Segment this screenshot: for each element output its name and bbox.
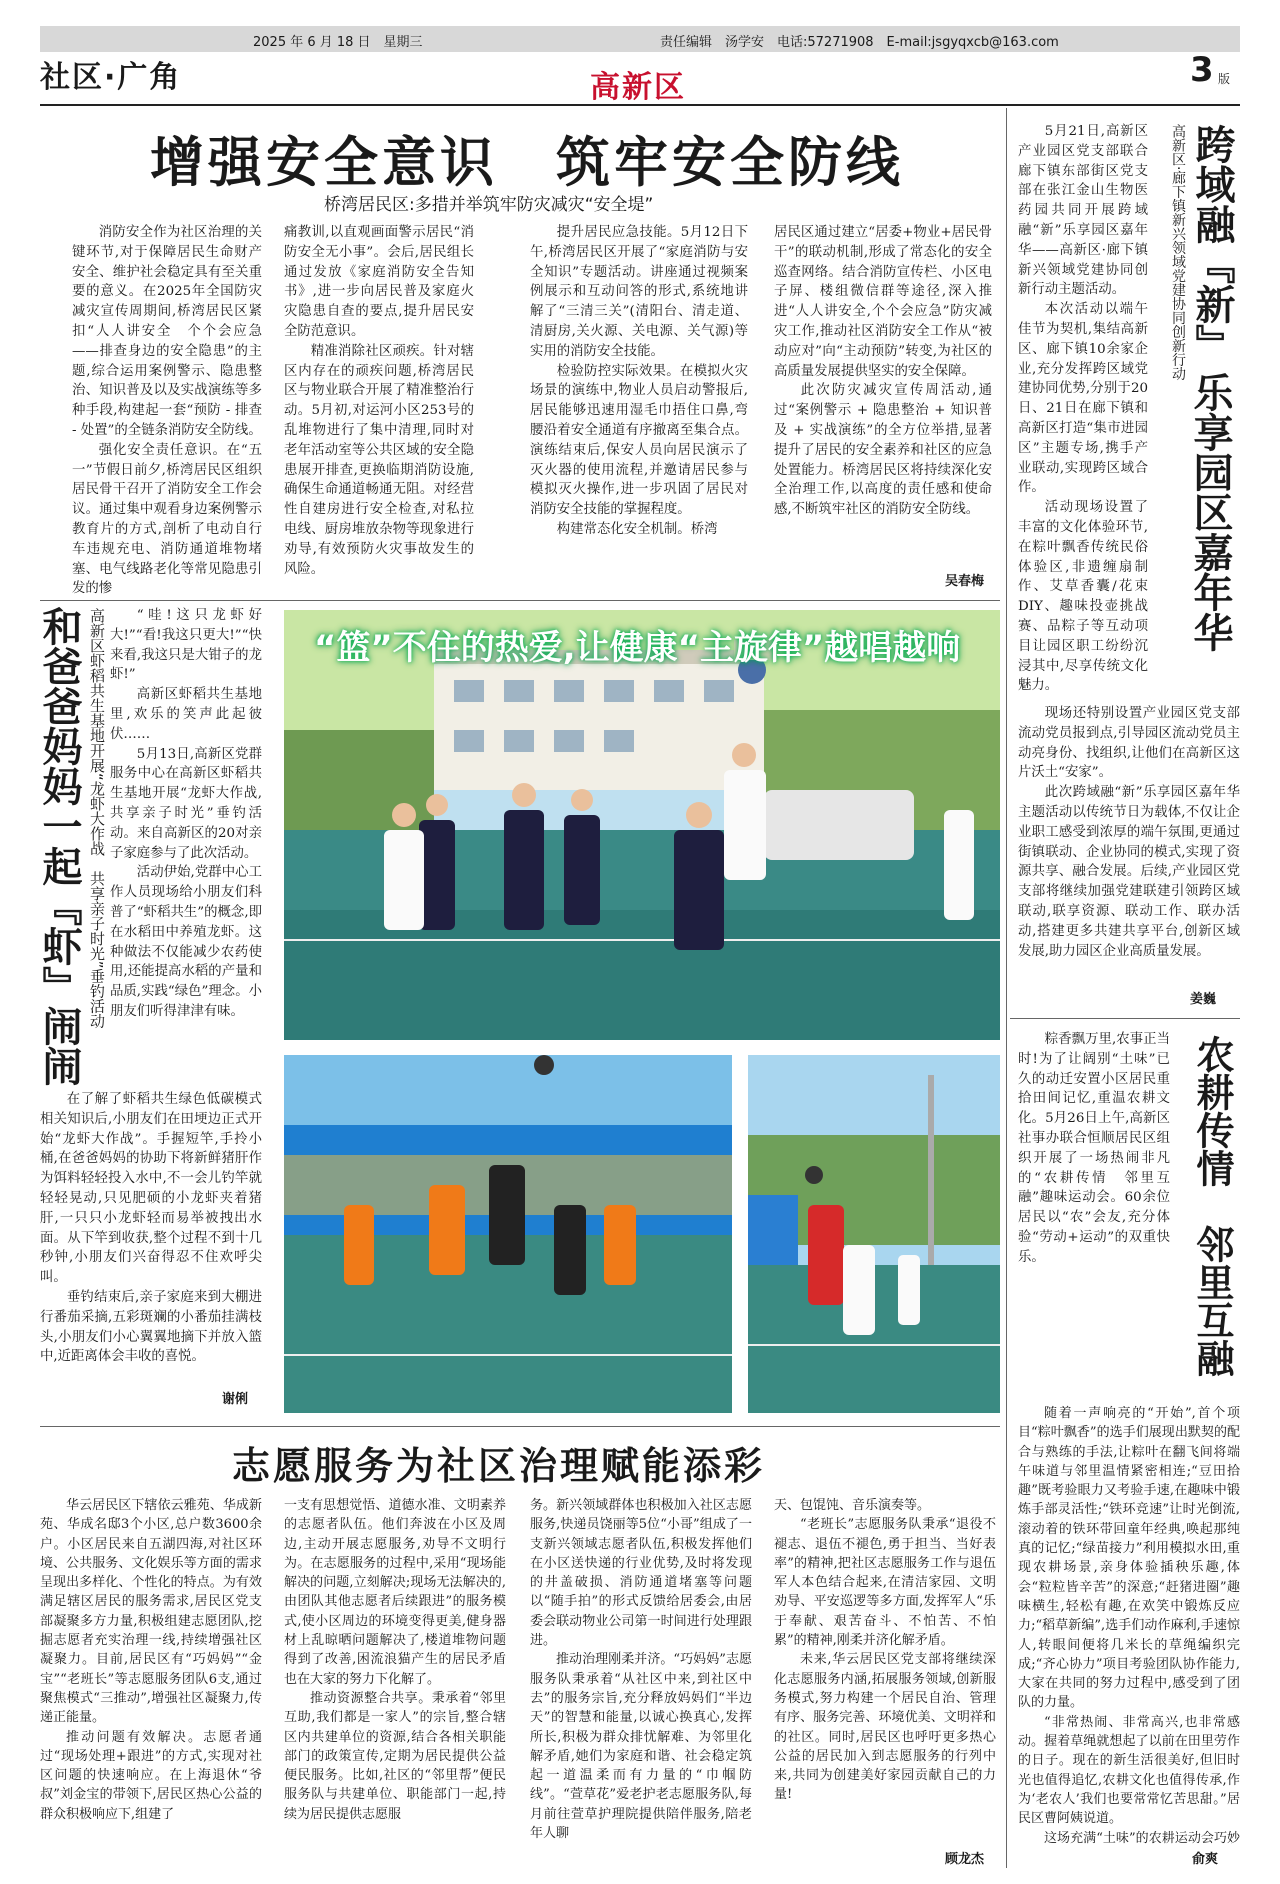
shrimp-article-subtitle: 高新区虾稻共生基地开展“龙虾大作战 共享亲子时光”垂钓活动 xyxy=(88,608,106,1029)
brand-logo: 高新区 xyxy=(590,70,686,105)
park-article-title xyxy=(1190,124,1234,364)
basketball-photo-right-image xyxy=(748,1055,1000,1413)
basketball-photo-right xyxy=(748,1055,1000,1413)
paragraph: 检验防控实际效果。在模拟火灾场景的演练中,物业人员启动警报后,居民能够迅速用湿毛巾捂住口鼻,弯腰沿着安全通道有序撤离至集合点。演练结束后,保安人员向居民演示了灭火器的使用流程,并邀请居民参与模拟灭火操作,进一步巩固了居民对消防安全技能的掌握程度。 xyxy=(530,363,748,518)
masthead-bar xyxy=(40,26,1240,52)
paragraph: 高新区虾稻共生基地里,欢乐的笑声此起彼伏…… xyxy=(110,687,262,742)
editor-info: 责任编辑 汤学安 电话:57271908 E-mail:jsgyqxcb@163.com xyxy=(660,35,1059,50)
park-article-wide-col xyxy=(1018,704,1240,984)
paragraph: 活动现场设置了丰富的文化体验环节,在粽叶飘香传统民俗体验区,非遗缠扇制作、艾草香囊/花束DIY、趣味投壶挑战赛、品粽子等互动项目让园区职工纷纷沉浸其中,尽享传统文化魅力。 xyxy=(1018,500,1148,694)
paragraph: “非常热闹、非常高兴,也非常感动。握着草绳就想起了以前在田里劳作的日子。现在的新生活很美好,但旧时光也值得追忆,农耕文化也值得传承,作为‘老农人’我们也要常常忆苦思甜。”居民区曹阿姨说道。 xyxy=(1018,1714,1240,1827)
shrimp-article-bottom-col xyxy=(40,1090,262,1384)
column-divider xyxy=(1006,108,1007,1868)
paragraph: 本次活动以端午佳节为契机,集结高新区、廊下镇10余家企业,充分发挥跨区域党建协同优势,分别于20日、21日在廊下镇和高新区打造“集市进园区”主题专场,携手产业联动,实现跨区域合作。 xyxy=(1018,302,1148,496)
farm-article-author: 俞爽 xyxy=(1192,1852,1219,1867)
main-article-col4 xyxy=(774,223,992,573)
basketball-photo-left xyxy=(284,1055,732,1413)
basketball-photo-left-image xyxy=(284,1055,732,1413)
farm-article-bottom-col xyxy=(1018,1404,1240,1846)
main-article-col2 xyxy=(284,223,474,603)
paragraph: 一支有思想觉悟、道德水准、文明素养的志愿者队伍。他们奔波在小区及周边,主动开展志愿服务,劝导不文明行为。在志愿服务的过程中,采用“现场能解决的问题,立刻解决;现场无法解决的,由团队其他志愿者后续跟进”的服务模式,使小区周边的环境变得更美,健身器材上乱晾晒问题解决了,楼道堆物问题得到了改善,困流浪猫产生的居民矛盾也在大家的努力下化解了。 xyxy=(284,1498,506,1687)
title-line: 农耕传情 xyxy=(1190,1035,1234,1187)
separator xyxy=(40,600,1000,601)
shrimp-article-author: 谢俐 xyxy=(222,1392,249,1407)
paragraph: 痛教训,以直观画面警示居民“消防安全无小事”。会后,居民组长通过发放《家庭消防安全告知书》,进一步向居民普及家庭火灾隐患自查的要点,提升居民安全防范意识。 xyxy=(284,225,474,339)
paragraph: 5月13日,高新区党群服务中心在高新区虾稻共生基地开展“龙虾大作战,共享亲子时光”垂钓活动。来自高新区的20对亲子家庭参与了此次活动。 xyxy=(110,746,262,861)
paragraph: 此次跨域融“新”乐享园区嘉年华主题活动以传统节日为载体,不仅让企业职工感受到浓厚的端午氛围,更通过街镇联动、企业协同的模式,实现了资源共享、融合发展。后续,产业园区党支部将继续加强党建联建引领跨区域联动,联享资源、联动工作、联办活动,搭建更多共建共享平台,创新区域发展,助力园区企业高质量发展。 xyxy=(1018,785,1240,959)
paragraph: 未来,华云居民区党支部将继续深化志愿服务内涵,拓展服务领域,创新服务模式,努力构建一个居民自治、管理有序、服务完善、环境优美、文明祥和的社区。同时,居民区也呼吁更多热心公益的居民加入到志愿服务的行列中来,共同为创建美好家园贡献自己的力量! xyxy=(774,1652,996,1803)
paragraph: 此次防灾减灾宣传周活动,通过“案例警示 + 隐患整治 + 知识普及 + 实战演练”的全方位举措,显著提升了居民的安全素养和社区的应急处置能力。桥湾居民区将持续深化安全治理工作,以高度的责任感和使命感,不断筑牢社区的消防安全防线。 xyxy=(774,383,992,518)
main-article-title: 增强安全意识 筑牢安全防线 xyxy=(150,131,904,194)
section-name: 社区·广角 xyxy=(40,60,182,95)
paragraph: 构建常态化安全机制。桥湾 xyxy=(556,521,718,537)
shrimp-article-top-col xyxy=(110,606,262,1086)
page-number: 3 xyxy=(1190,50,1214,90)
paragraph: “哇!这只龙虾好大!”“看!我这只更大!”“快来看,我这只是大钳子的龙虾!” xyxy=(110,608,262,683)
main-article-author: 吴春梅 xyxy=(945,574,985,589)
park-article-title-2 xyxy=(1188,372,1232,652)
paragraph: 垂钓结束后,亲子家庭来到大棚进行番茄采摘,五彩斑斓的小番茄挂满枝头,小朋友们小心翼翼地摘下并放入篮中,近距离体会丰收的喜悦。 xyxy=(40,1289,262,1365)
photo-caption: “篮”不住的热爱,让健康“主旋律”越唱越响 xyxy=(314,628,961,668)
main-article-col3 xyxy=(530,223,748,603)
title-line: 跨域融『新』 xyxy=(1189,124,1235,364)
park-article-narrow-col xyxy=(1018,122,1148,700)
paragraph: 提升居民应急技能。5月12日下午,桥湾居民区开展了“家庭消防与安全知识”专题活动。讲座通过视频案例展示和互动问答的形式,系统地讲解了“三清三关”(清阳台、清走道、清厨房,关火源、关电源、关气源)等实用的消防安全技能。 xyxy=(530,225,748,359)
paragraph: 活动伊始,党群中心工作人员现场给小朋友们科普了“虾稻共生”的概念,即在水稻田中养殖龙虾。这种做法不仅能减少农药使用,还能提高水稻的产量和品质,实践“绿色”理念。小朋友们听得津津有味。 xyxy=(110,865,262,1019)
volunteer-article-col1 xyxy=(40,1496,262,1846)
issue-date: 2025 年 6 月 18 日 星期三 xyxy=(253,35,423,50)
main-article-col1 xyxy=(72,223,262,603)
farm-article-title-2 xyxy=(1190,1225,1234,1377)
park-article-subtitle: 高新区·廊下镇新兴领域党建协同创新行动 xyxy=(1170,124,1186,381)
basketball-photo-main-image xyxy=(284,610,1000,1040)
paragraph: 推动资源整合共享。秉承着“邻里互助,我们都是一家人”的宗旨,整合辖区内共建单位的资源,结合各相关职能部门的政策宣传,定期为居民提供公益便民服务。比如,社区的“邻里帮”便民服务队与共建单位、职能部门一起,持续为居民提供志愿服 xyxy=(284,1690,506,1822)
title-line: 邻里互融 xyxy=(1190,1225,1234,1377)
paragraph: 强化安全责任意识。在“五一”节假日前夕,桥湾居民区组织居民骨干召开了消防安全工作会议。通过集中观看身边案例警示教育片的方式,剖析了电动自行车违规充电、消防通道堆物堵塞、电气线路老化等常见隐患引发的惨 xyxy=(72,442,262,597)
paragraph: 现场还特别设置产业园区党支部流动党员报到点,引导园区流动党员主动亮身份、找组织,让他们在高新区这片沃土“安家”。 xyxy=(1018,706,1240,781)
page-unit: 版 xyxy=(1218,72,1231,86)
paragraph: 推动治理刚柔并济。“巧妈妈”志愿服务队秉承着“从社区中来,到社区中去”的服务宗旨,充分释放妈妈们“半边天”的智慧和能量,以诚心换真心,发挥所长,积极为群众排忧解难、为邻里化解矛盾,她们为家庭和谐、社会稳定筑起一道温柔而有力量的“巾帼防线”。“萱草花”爱老护老志愿服务队,每月前往萱草护理院提供陪伴服务,陪老年人聊 xyxy=(530,1652,752,1842)
paragraph: “老班长”志愿服务队秉承“退役不褪志、退伍不褪色,勇于担当、当好表率”的精神,把社区志愿服务工作与退伍军人本色结合起来,在清洁家园、文明劝导、平安巡逻等多方面,发挥军人“乐于奉献、艰苦奋斗、不怕苦、不怕累”的精神,刚柔并济化解矛盾。 xyxy=(774,1517,996,1649)
farm-article-top-col xyxy=(1018,1030,1170,1400)
main-article-subtitle: 桥湾居民区:多措并举筑牢防灾减灾“安全堤” xyxy=(324,195,654,215)
paragraph: 居民区通过建立“居委+物业+居民骨干”的联动机制,形成了常态化的安全巡查网络。结合消防宣传栏、小区电子屏、楼组微信群等途径,深入推进“人人讲安全,个个会应急”防灾减灾工作,推动社区消防安全工作从“被动应对”向“主动预防”转变,为社区的高质量发展提供坚实的安全保障。 xyxy=(774,225,992,379)
paragraph: 粽香飘万里,农事正当时!为了让阔别“土味”已久的动迁安置小区居民重拾田间记忆,重温农耕文化。5月26日上午,高新区社事办联合恒顺居民区组织开展了一场热闹非凡的“农耕传情 邻里互融”趣味运动会。60余位居民以“农”会友,充分体验“劳动+运动”的双重快乐。 xyxy=(1018,1032,1170,1265)
volunteer-article-col2 xyxy=(284,1496,506,1846)
farm-article-title xyxy=(1190,1035,1234,1187)
paragraph: 在了解了虾稻共生绿色低碳模式相关知识后,小朋友们在田埂边正式开始“龙虾大作战”。手握短竿,手拎小桶,在爸爸妈妈的协助下将新鲜猪肝作为饵料轻轻投入水中,不一会儿钓竿就轻轻晃动,只见肥硕的小龙虾夹着猪肝,一只只小龙虾轻而易举被拽出水面。从下竿到收获,整个过程不到十几秒钟,小朋友们兴奋得忍不住欢呼尖叫。 xyxy=(40,1092,262,1286)
basketball-photo-main xyxy=(284,610,1000,1040)
shrimp-article-title: 和爸爸妈妈一起『虾』闹闹 xyxy=(36,606,82,1086)
paragraph: 5月21日,高新区产业园区党支部联合廊下镇东部街区党支部在张江金山生物医药园共同开展跨域融“新”乐享园区嘉年华——高新区·廊下镇新兴领域党建协同创新行动主题活动。 xyxy=(1018,124,1148,298)
paragraph: 华云居民区下辖依云雅苑、华成新苑、华成名邸3个小区,总户数3600余户。小区居民来自五湖四海,对社区环境、公共服务、文化娱乐等方面的需求呈现出多样化、个性化的特点。为有效满足辖区居民的服务需求,居民区党支部凝聚多方力量,积极组建志愿团队,挖掘志愿者充实治理一线,持续增强社区凝聚力。目前,居民区有“巧妈妈”“金宝”“老班长”等志愿服务团队6支,通过聚焦模式“三推动”,增强社区凝聚力,传递正能量。 xyxy=(40,1498,262,1726)
paragraph: 天、包馄饨、音乐演奏等。 xyxy=(774,1498,931,1513)
separator xyxy=(1010,1018,1240,1019)
volunteer-article-author: 顾龙杰 xyxy=(945,1852,985,1867)
paragraph: 推动问题有效解决。志愿者通过“现场处理+跟进”的方式,实现对社区问题的快速响应。在上海退休“爷叔”刘金宝的带领下,居民区热心公益的群众积极响应下,组建了 xyxy=(40,1729,262,1822)
volunteer-article-col3 xyxy=(530,1496,752,1846)
park-article-author: 姜巍 xyxy=(1190,992,1217,1007)
paragraph: 消防安全作为社区治理的关键环节,对于保障居民生命财产安全、维护社会稳定具有至关重要的意义。在2025年全国防灾减灾宣传周期间,桥湾居民区紧扣“人人讲安全 个个会应急——排查身边的安全隐患”的主题,综合运用案例警示、隐患整治、知识普及以及实战演练等多种手段,构建起一套“预防 - 排查 - 处置”的全链条消防安全防线。 xyxy=(72,225,262,438)
volunteer-article-title: 志愿服务为社区治理赋能添彩 xyxy=(232,1444,766,1488)
paragraph: 务。新兴领域群体也积极加入社区志愿服务,快递员饶丽等5位“小哥”组成了一支新兴领域志愿者队伍,积极发挥他们在小区送快递的行业优势,及时将发现的井盖破损、消防通道堵塞等问题以“随手拍”的形式反馈给居委会,由居委会联动物业公司第一时间进行处理跟进。 xyxy=(530,1498,752,1649)
paragraph: 精准消除社区顽疾。针对辖区内存在的顽疾问题,桥湾居民区与物业联合开展了精准整治行动。5月初,对运河小区253号的乱堆物进行了集中清理,同时对老年活动室等公共区域的安全隐患展开排查,更换临期消防设施,确保生命通道畅通无阻。对经营性自建房进行安全检查,对私拉电线、厨房堆放杂物等现象进行劝导,有效预防火灾事故发生的风险。 xyxy=(284,343,474,577)
separator xyxy=(40,1426,1000,1427)
paragraph: 随着一声响亮的“开始”,首个项目“粽叶飘香”的选手们展现出默契的配合与熟练的手法,让粽叶在翻飞间将端午味道与邻里温情紧密相连;“豆田拾趣”既考验眼力又考验手速,在趣味中锻炼手部灵活性;“铁环竞速”让时光倒流,滚动着的铁环带回童年经典,唤起那纯真的记忆;“绿苗接力”利用模拟水田,重现农耕场景,亲身体验插秧乐趣,体会“粒粒皆辛苦”的深意;“赶猪进圈”趣味横生,轻松有趣,在欢笑中锻炼反应力;“稻草新编”,选手们动作麻利,手速惊人,转眼间便将几米长的草绳编织完成;“齐心协力”项目考验团队协作能力,大家在共同的努力过程中,感受到了团队的力量。 xyxy=(1018,1406,1240,1711)
volunteer-article-col4 xyxy=(774,1496,996,1836)
header-rule xyxy=(40,104,1240,106)
title-line: 乐享园区嘉年华 xyxy=(1187,372,1233,652)
paragraph: 这场充满“土味”的农耕运动会巧妙 xyxy=(1044,1830,1240,1846)
